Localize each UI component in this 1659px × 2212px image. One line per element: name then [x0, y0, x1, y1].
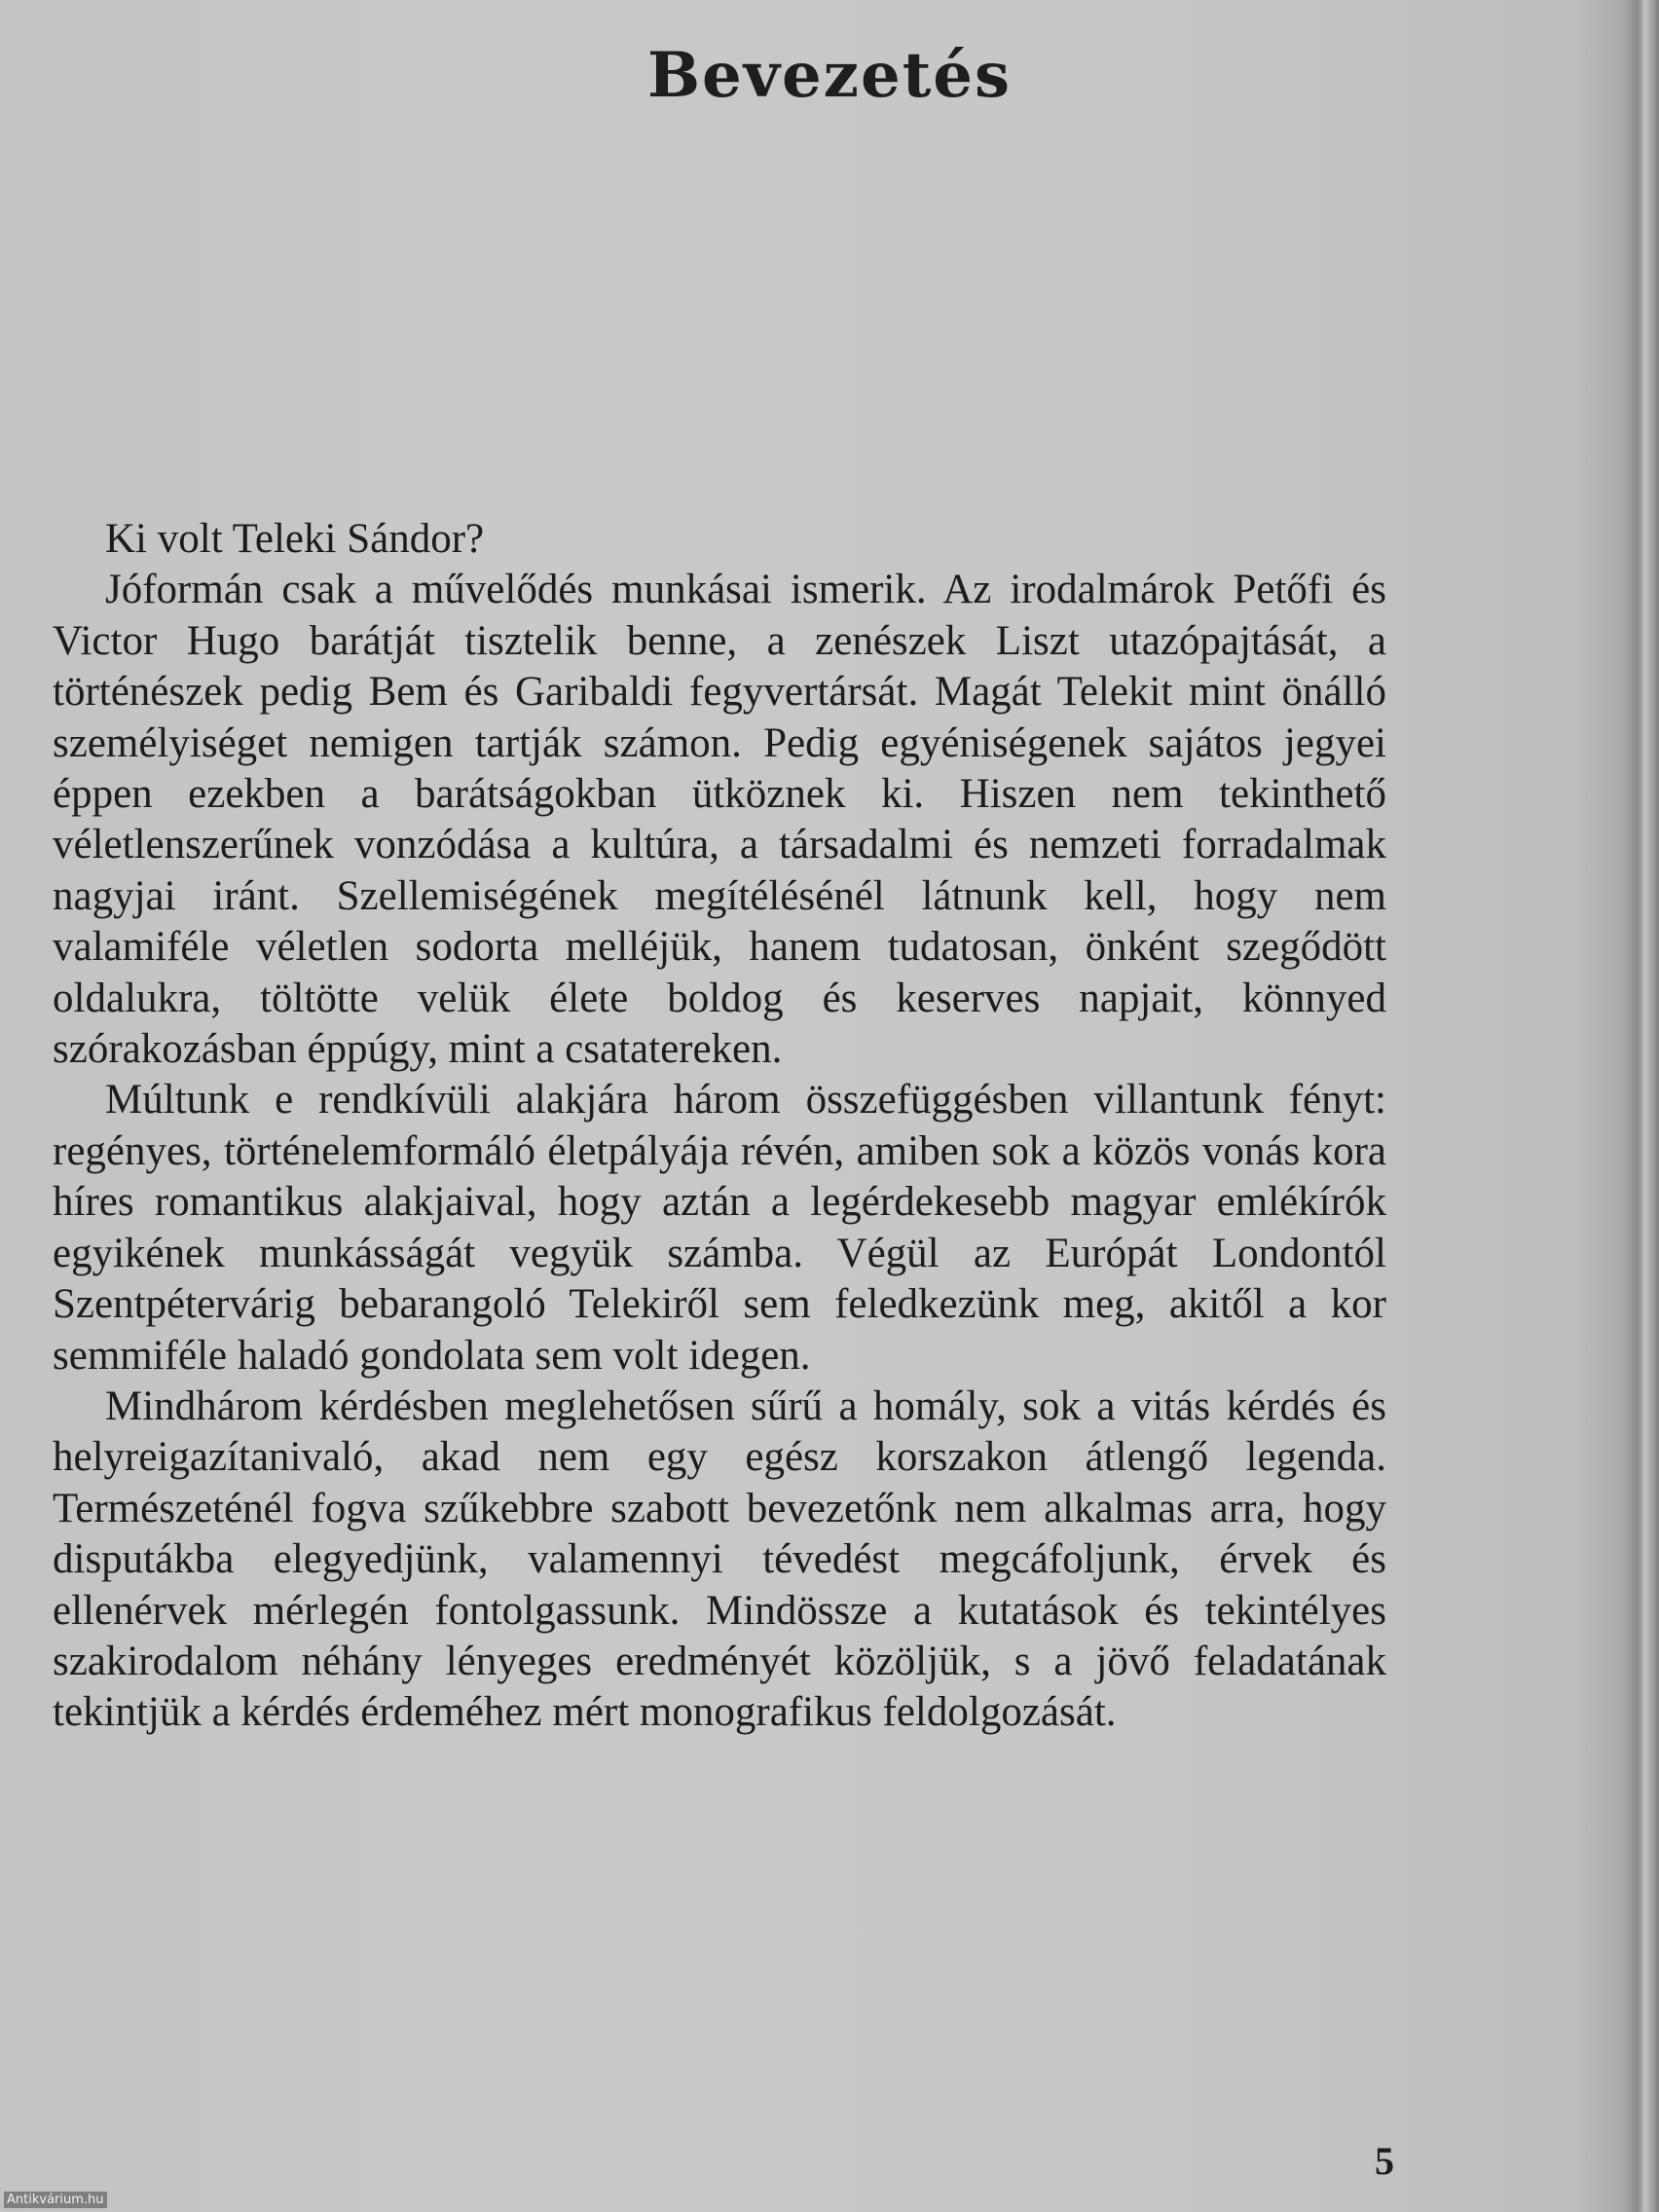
- paragraph-2: Múltunk e rendkívüli alakjára három összefüggésben villantunk fényt: regényes, történelemformáló életpályája révén, amiben sok a közös vonás kora híres romantikus alakjaival, hogy aztán a legérdekesebb magyar emlékírók egyikének munkásságát vegyük számba. Végül az Európát Londontól Szentpétervárig bebarangoló Telekiről sem feledkezünk meg, akitől a kor semmiféle haladó gondolata sem volt idegen.: [53, 1077, 1386, 1379]
- page-edge-shadow: [1624, 0, 1659, 2212]
- chapter-title: Bevezetés: [646, 39, 1013, 112]
- source-watermark: Antikvárium.hu: [4, 2192, 107, 2208]
- paragraph-3: Mindhárom kérdésben meglehetősen sűrű a homály, sok a vitás kérdés és helyreigazítanivaló, akad nem egy egész korszakon átlengő legenda. Természeténél fogva szűkebbre szabott bevezetőnk nem alkalmas arra, hogy disputákba elegyedjünk, valamennyi tévedést megcáfoljunk, érvek és ellenérvek mérlegén fontolgassunk. Mindössze a kutatások és tekintélyes szakirodalom néhány lényeges eredményét közöljük, s a jövő feladatának tekintjük a kérdés érdeméhez mért monografikus feldolgozását.: [53, 1382, 1386, 1736]
- page-number: 5: [1375, 2139, 1394, 2183]
- paragraph-1: Jóformán csak a művelődés munkásai ismerik. Az irodalmárok Petőfi és Victor Hugo barátját tisztelik benne, a zenészek Liszt utazópajtását, a történészek pedig Bem és Garibaldi fegyvertársát. Magát Telekit mint önálló személyiséget nemigen tartják számon. Pedig egyéniségenek sajátos jegyei éppen ezekben a barátságokban ütköznek ki. Hiszen nem tekinthető véletlenszerűnek vonzódása a kultúra, a társadalmi és nemzeti forradalmak nagyjai iránt. Szellemiségének megítélésénél látnunk kell, hogy nem valamiféle véletlen sodorta melléjük, hanem tudatosan, önként szegődött oldalukra, töltötte velük élete boldog és keserves napjait, könnyed szórakozásban éppúgy, mint a csatatereken.: [53, 567, 1386, 1073]
- opening-question: Ki volt Teleki Sándor?: [105, 516, 485, 562]
- body-text: [53, 514, 1386, 1739]
